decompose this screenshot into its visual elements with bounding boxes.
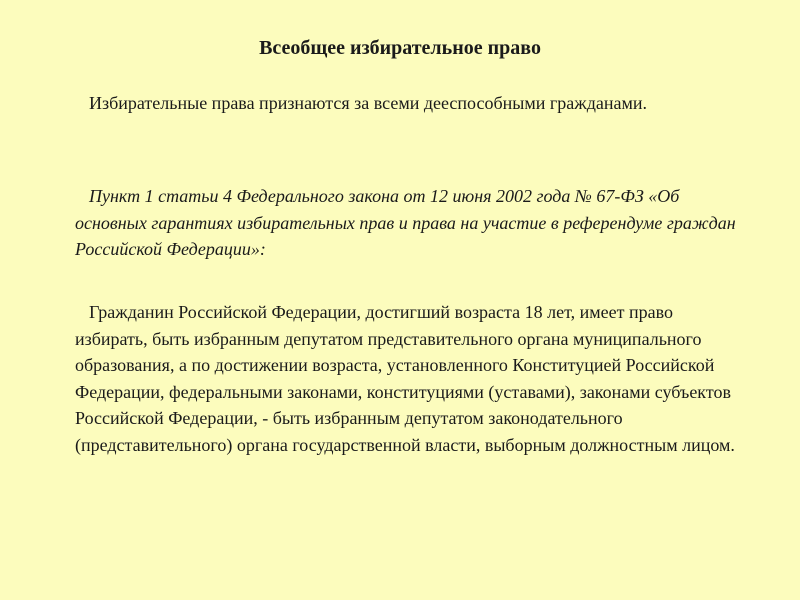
paragraph-voting-rights-text: Избирательные права признаются за всеми дееспособными гражданами. [89, 93, 647, 113]
paragraph-voting-rights [75, 90, 735, 117]
paragraph-citizen-rights [75, 299, 750, 458]
paragraph-citizen-rights-text: Гражданин Российской Федерации, достигший возраста 18 лет, имеет право избирать, быть избранным депутатом представительного органа муниципального образования, а по достижении возраста, установленного Конституцией Российской Федерации, федеральными законами, конституциями (уставами), законами субъектов Российской Федерации, - быть избранным депутатом законодательного (представительного) органа государственной власти, выборным должностным лицом. [75, 302, 735, 455]
paragraph-law-citation [75, 183, 747, 263]
slide-title: Всеобщее избирательное право [259, 37, 541, 59]
paragraph-law-citation-text: Пункт 1 статьи 4 Федерального закона от 12 июня 2002 года № 67-ФЗ «Об основных гарантиях избирательных прав и права на участие в референдуме граждан Российской Федерации»: [75, 186, 736, 259]
